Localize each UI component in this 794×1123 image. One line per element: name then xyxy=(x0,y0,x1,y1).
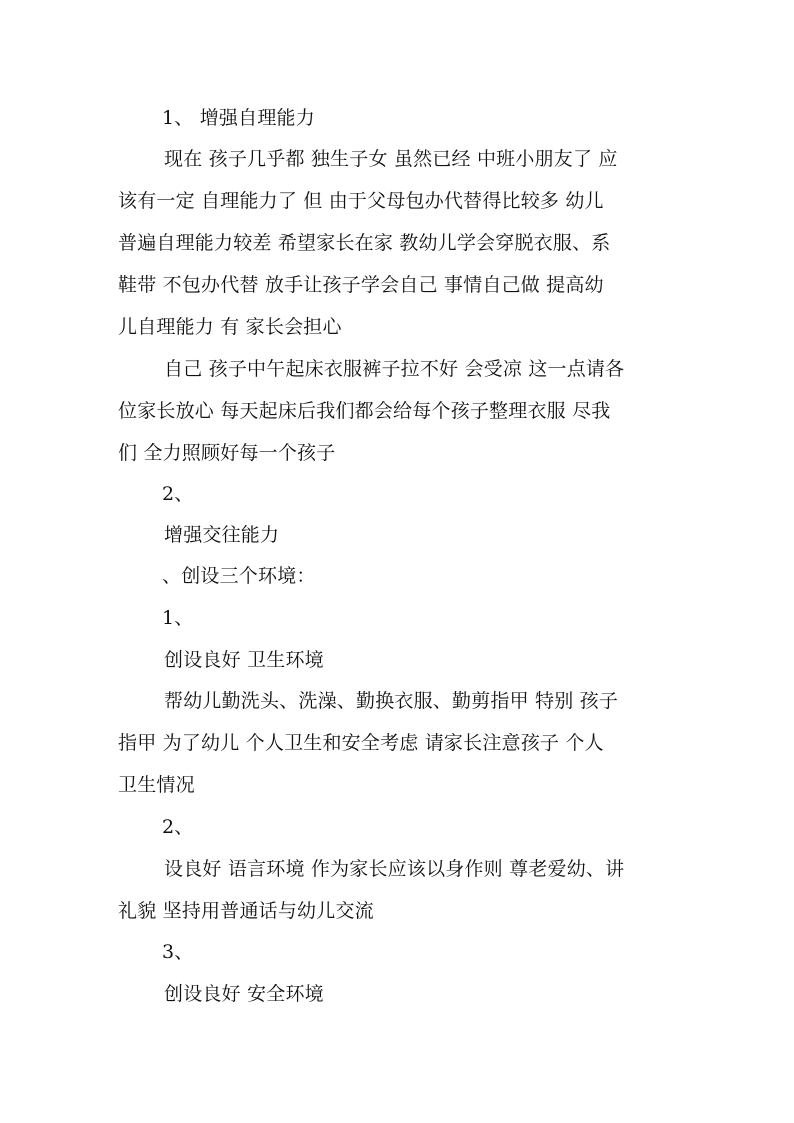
section-number: 2、 xyxy=(162,483,194,505)
paragraph-line: 普遍自理能力较差 希望家长在家 教幼儿学会穿脱衣服、系 xyxy=(118,232,611,254)
paragraph-line: 自己 孩子中午起床衣服裤子拉不好 会受凉 这一点请各 xyxy=(164,358,625,380)
paragraph-line: 现在 孩子几乎都 独生子女 虽然已经 中班小朋友了 应 xyxy=(164,148,618,170)
paragraph-line: 位家长放心 每天起床后我们都会给每个孩子整理衣服 尽我 xyxy=(118,400,611,422)
paragraph-line: 儿自理能力 有 家长会担心 xyxy=(118,316,342,338)
list-number: 1、 xyxy=(162,607,194,629)
subsection-heading-three-environments: 、创设三个环境： xyxy=(162,565,316,587)
list-number: 3、 xyxy=(162,941,194,963)
paragraph-line: 卫生情况 xyxy=(118,774,195,796)
list-number: 2、 xyxy=(162,816,194,838)
paragraph-line: 帮幼儿勤洗头、洗澡、勤换衣服、勤剪指甲 特别 孩子 xyxy=(164,690,619,712)
paragraph-line: 该有一定 自理能力了 但 由于父母包办代替得比较多 幼儿 xyxy=(118,190,604,212)
paragraph-line: 们 全力照顾好每一个孩子 xyxy=(118,442,336,464)
section-heading-self-care: 1、 增强自理能力 xyxy=(162,107,315,129)
paragraph-line: 礼貌 坚持用普通话与幼儿交流 xyxy=(118,900,374,922)
list-heading-safety: 创设良好 安全环境 xyxy=(164,983,324,1005)
paragraph-line: 鞋带 不包办代替 放手让孩子学会自己 事情自己做 提高幼 xyxy=(118,274,604,296)
paragraph-line: 指甲 为了幼儿 个人卫生和安全考虑 请家长注意孩子 个人 xyxy=(118,732,604,754)
section-heading-social: 增强交往能力 xyxy=(164,524,280,546)
paragraph-line: 设良好 语言环境 作为家长应该以身作则 尊老爱幼、讲 xyxy=(164,858,625,880)
list-heading-hygiene: 创设良好 卫生环境 xyxy=(164,649,324,671)
